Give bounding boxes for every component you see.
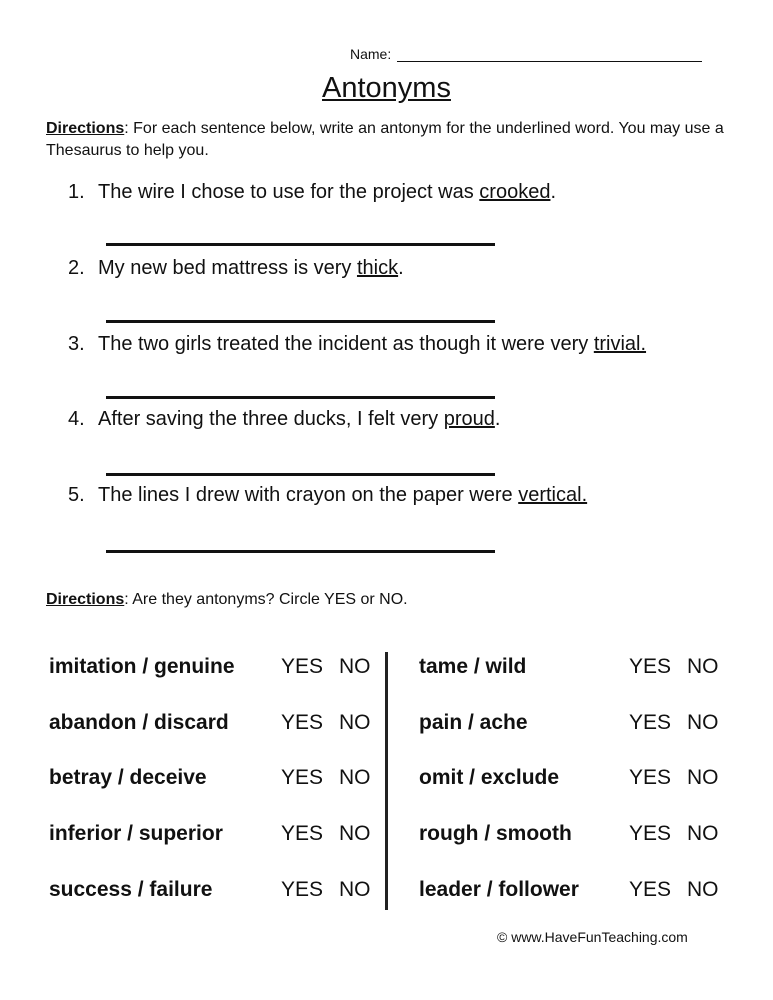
- column-divider: [385, 652, 388, 910]
- no-option[interactable]: NO: [687, 711, 719, 734]
- underlined-word: crooked: [479, 181, 551, 203]
- name-label: Name:: [350, 46, 392, 62]
- question-punct: .: [494, 408, 501, 430]
- question-text: The wire I chose to use for the project was: [98, 181, 480, 203]
- yes-option[interactable]: YES: [629, 822, 672, 845]
- question-text: The lines I drew with crayon on the paper were: [98, 484, 519, 506]
- copyright-footer: © www.HaveFunTeaching.com: [497, 929, 688, 945]
- directions-text: : Are they antonyms? Circle YES or NO.: [124, 591, 408, 608]
- question-number: 2.: [68, 257, 85, 279]
- word-pair: abandon / discard: [49, 711, 229, 734]
- question-3: [68, 333, 646, 356]
- directions-label: Directions: [46, 591, 125, 608]
- question-1: [68, 181, 556, 204]
- answer-line-4[interactable]: [106, 473, 495, 476]
- word-pair: leader / follower: [419, 878, 579, 901]
- question-4: [68, 408, 500, 431]
- no-option[interactable]: NO: [687, 822, 719, 845]
- yes-option[interactable]: YES: [629, 655, 672, 678]
- no-option[interactable]: NO: [687, 766, 719, 789]
- no-option[interactable]: NO: [339, 711, 371, 734]
- directions-section-1: [46, 118, 736, 162]
- question-2: [68, 257, 404, 280]
- worksheet-title: Antonyms: [322, 72, 451, 104]
- word-pair: rough / smooth: [419, 822, 572, 845]
- underlined-word: proud: [443, 408, 495, 430]
- yes-option[interactable]: YES: [629, 711, 672, 734]
- directions-text: : For each sentence below, write an antonym for the underlined word. You may use a Thesaurus to help you.: [46, 120, 724, 159]
- answer-line-1[interactable]: [106, 243, 495, 246]
- word-pair: pain / ache: [419, 711, 528, 734]
- question-text: My new bed mattress is very: [98, 257, 357, 279]
- no-option[interactable]: NO: [339, 766, 371, 789]
- question-text: The two girls treated the incident as though it were very: [98, 333, 594, 355]
- no-option[interactable]: NO: [687, 878, 719, 901]
- no-option[interactable]: NO: [339, 822, 371, 845]
- answer-line-3[interactable]: [106, 396, 495, 399]
- question-number: 4.: [68, 408, 85, 430]
- yes-option[interactable]: YES: [281, 766, 324, 789]
- question-punct: .: [398, 257, 404, 279]
- no-option[interactable]: NO: [339, 655, 371, 678]
- yes-option[interactable]: YES: [281, 878, 324, 901]
- yes-option[interactable]: YES: [629, 766, 672, 789]
- underlined-word: thick: [356, 257, 399, 279]
- word-pair: success / failure: [49, 878, 213, 901]
- underlined-word: vertical.: [518, 484, 588, 506]
- directions-section-2: [46, 589, 736, 611]
- word-pair: tame / wild: [419, 655, 527, 678]
- question-number: 1.: [68, 181, 85, 203]
- yes-option[interactable]: YES: [281, 655, 324, 678]
- question-punct: .: [550, 181, 557, 203]
- yes-option[interactable]: YES: [281, 711, 324, 734]
- question-5: [68, 484, 587, 507]
- question-number: 3.: [68, 333, 85, 355]
- no-option[interactable]: NO: [339, 878, 371, 901]
- directions-label: Directions: [46, 120, 125, 137]
- yes-option[interactable]: YES: [281, 822, 324, 845]
- question-number: 5.: [68, 484, 85, 506]
- word-pair: omit / exclude: [419, 766, 560, 789]
- underlined-word: trivial.: [593, 333, 647, 355]
- name-blank-line[interactable]: [397, 47, 702, 62]
- no-option[interactable]: NO: [687, 655, 719, 678]
- answer-line-5[interactable]: [106, 550, 495, 553]
- question-text: After saving the three ducks, I felt very: [98, 408, 444, 430]
- name-field-row: [350, 46, 702, 62]
- word-pair: imitation / genuine: [49, 655, 235, 678]
- word-pair: betray / deceive: [49, 766, 207, 789]
- answer-line-2[interactable]: [106, 320, 495, 323]
- word-pair: inferior / superior: [49, 822, 223, 845]
- yes-option[interactable]: YES: [629, 878, 672, 901]
